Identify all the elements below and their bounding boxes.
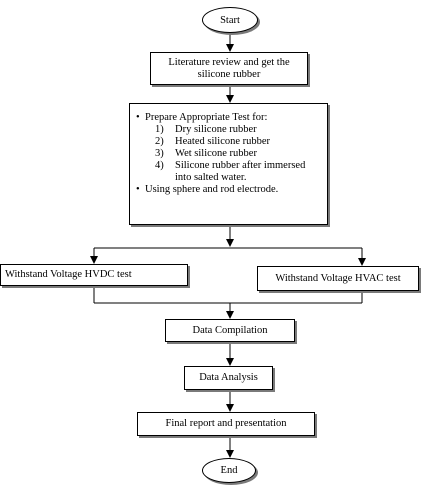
electrode-note: Using sphere and rod electrode. [145,184,279,195]
item-number: 2) [155,136,164,147]
prepare-heading: Prepare Appropriate Test for: [145,112,268,123]
prepare-item-3 [136,148,323,160]
data-compilation-box [165,319,295,342]
data-compilation-label: Data Compilation [192,324,268,336]
hvdc-test-box [0,264,188,286]
prepare-item-4-continued: into salted water. [175,172,247,183]
end-node [202,458,256,483]
item-number: 3) [155,148,164,159]
data-analysis-label: Data Analysis [199,372,258,383]
start-label: Start [220,14,240,26]
prepare-test-box [129,103,328,225]
prepare-bullet-2 [136,184,323,196]
item-number: 1) [155,124,164,135]
start-node [202,7,258,33]
final-report-box [137,412,315,436]
prepare-bullet-1 [136,112,323,124]
prepare-item-4 [136,160,323,172]
end-label: End [220,465,238,476]
item-text: Wet silicone rubber [175,148,257,159]
data-analysis-box [184,366,273,390]
literature-review-label: Literature review and get the silicone rubber [168,56,290,80]
bullet-icon: • [136,112,140,123]
final-report-label: Final report and presentation [165,418,287,429]
item-text: Heated silicone rubber [175,136,271,147]
hvac-test-box [257,266,419,291]
item-text: Dry silicone rubber [175,124,257,135]
bullet-icon: • [136,184,140,195]
prepare-item-2 [136,136,323,148]
hvac-test-label: Withstand Voltage HVAC test [275,272,401,284]
prepare-item-1 [136,124,323,136]
hvdc-test-label: Withstand Voltage HVDC test [5,269,132,280]
item-text: Silicone rubber after immersed [175,160,306,171]
literature-review-box [150,52,308,85]
item-number: 4) [155,160,164,171]
